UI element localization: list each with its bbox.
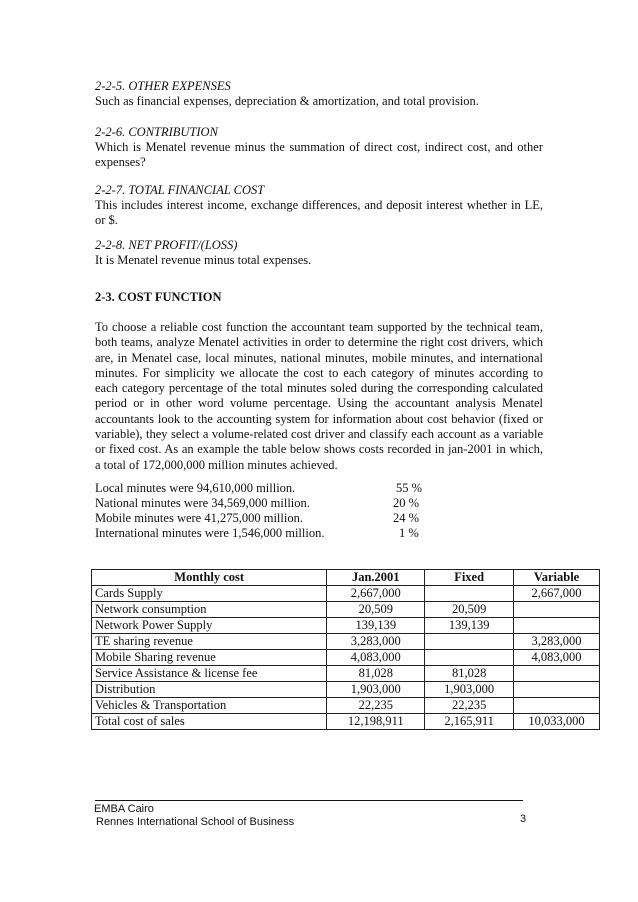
table-row (92, 698, 600, 714)
section-body: Which is Menatel revenue minus the summation of direct cost, indirect cost, and other expenses? (95, 140, 543, 169)
cell-variable (514, 698, 600, 714)
cell-jan: 20,509 (327, 602, 425, 618)
cell-jan: 2,667,000 (327, 586, 425, 602)
cell-item: Cards Supply (92, 586, 327, 602)
section-body: Such as financial expenses, depreciation & amortization, and total provision. (95, 94, 479, 108)
cell-item: Total cost of sales (92, 714, 327, 730)
table-row (92, 650, 600, 666)
cell-fixed (425, 634, 514, 650)
cell-variable: 3,283,000 (514, 634, 600, 650)
cell-fixed: 22,235 (425, 698, 514, 714)
cell-fixed: 20,509 (425, 602, 514, 618)
minutes-mobile-pct: 24 % (393, 511, 420, 525)
cost-function-heading: 2-3. COST FUNCTION (95, 290, 222, 304)
minutes-national-label: National minutes were 34,569,000 million. (95, 496, 310, 510)
section-body: It is Menatel revenue minus total expenses. (95, 253, 312, 267)
cost-function-paragraph: To choose a reliable cost function the accountant team supported by the technical team, both teams, analyze Menatel activities in order to determine the right cost drivers, which are, in Menatel case, local minutes, national minutes, mobile minutes, and international minutes. For simplicity we allocate the cost to each category of minutes according to each category percentage of the total minutes soled during the corresponding calculated period or in other word volume percentage. Using the accountant analysis Menatel accountants look to the accounting system for information about cost behavior (fixed or variable), they select a volume-related cost driver and classify each account as a variable or fixed cost. As an example the table below shows costs recorded in jan-2001 in which, a total of 172,000,000 million minutes achieved. (95, 320, 543, 472)
table-header-row (92, 570, 600, 586)
cell-variable: 2,667,000 (514, 586, 600, 602)
section-body: This includes interest income, exchange differences, and deposit interest whether in LE, or $. (95, 198, 543, 227)
section-heading: 2-2-7. TOTAL FINANCIAL COST (95, 183, 265, 197)
cell-jan: 1,903,000 (327, 682, 425, 698)
footer-line-1: EMBA Cairo (94, 803, 154, 815)
cell-jan: 22,235 (327, 698, 425, 714)
table-row (92, 618, 600, 634)
cell-variable (514, 682, 600, 698)
monthly-cost-table (91, 569, 600, 730)
cell-item: Network consumption (92, 602, 327, 618)
cell-fixed: 139,139 (425, 618, 514, 634)
minutes-national-pct: 20 % (393, 496, 420, 510)
cell-item: Vehicles & Transportation (92, 698, 327, 714)
table-row (92, 602, 600, 618)
table-row (92, 682, 600, 698)
column-header-fixed: Fixed (425, 570, 514, 586)
cell-variable (514, 666, 600, 682)
section-total-financial-cost (95, 183, 543, 228)
cell-jan: 3,283,000 (327, 634, 425, 650)
section-other-expenses (95, 79, 543, 109)
cell-variable (514, 618, 600, 634)
table-row (92, 634, 600, 650)
cell-jan: 4,083,000 (327, 650, 425, 666)
table-row (92, 586, 600, 602)
cell-item: Mobile Sharing revenue (92, 650, 327, 666)
cell-jan: 81,028 (327, 666, 425, 682)
cell-item: Service Assistance & license fee (92, 666, 327, 682)
cell-fixed: 81,028 (425, 666, 514, 682)
cell-fixed (425, 650, 514, 666)
column-header-jan-2001: Jan.2001 (327, 570, 425, 586)
cell-fixed (425, 586, 514, 602)
minutes-international-pct: 1 % (399, 526, 419, 540)
cell-item: Distribution (92, 682, 327, 698)
cell-fixed: 2,165,911 (425, 714, 514, 730)
page-number: 3 (520, 813, 527, 825)
section-contribution (95, 125, 543, 170)
section-net-profit-loss (95, 238, 543, 268)
minutes-local-pct: 55 % (396, 481, 423, 495)
section-heading: 2-2-8. NET PROFIT/(LOSS) (95, 238, 238, 252)
footer-line-2: Rennes International School of Business (96, 816, 295, 828)
minutes-mobile-label: Mobile minutes were 41,275,000 million. (95, 511, 303, 525)
cell-jan: 12,198,911 (327, 714, 425, 730)
cell-variable: 4,083,000 (514, 650, 600, 666)
section-heading: 2-2-6. CONTRIBUTION (95, 125, 218, 139)
cell-fixed: 1,903,000 (425, 682, 514, 698)
column-header-variable: Variable (514, 570, 600, 586)
cell-variable: 10,033,000 (514, 714, 600, 730)
cell-item: Network Power Supply (92, 618, 327, 634)
minutes-international-label: International minutes were 1,546,000 million. (95, 526, 325, 540)
minutes-local-label: Local minutes were 94,610,000 million. (95, 481, 296, 495)
table-row-total (92, 714, 600, 730)
footer-divider (95, 800, 523, 801)
cell-variable (514, 602, 600, 618)
section-heading: 2-2-5. OTHER EXPENSES (95, 79, 231, 93)
cell-item: TE sharing revenue (92, 634, 327, 650)
table-row (92, 666, 600, 682)
cell-jan: 139,139 (327, 618, 425, 634)
column-header-monthly-cost: Monthly cost (92, 570, 327, 586)
